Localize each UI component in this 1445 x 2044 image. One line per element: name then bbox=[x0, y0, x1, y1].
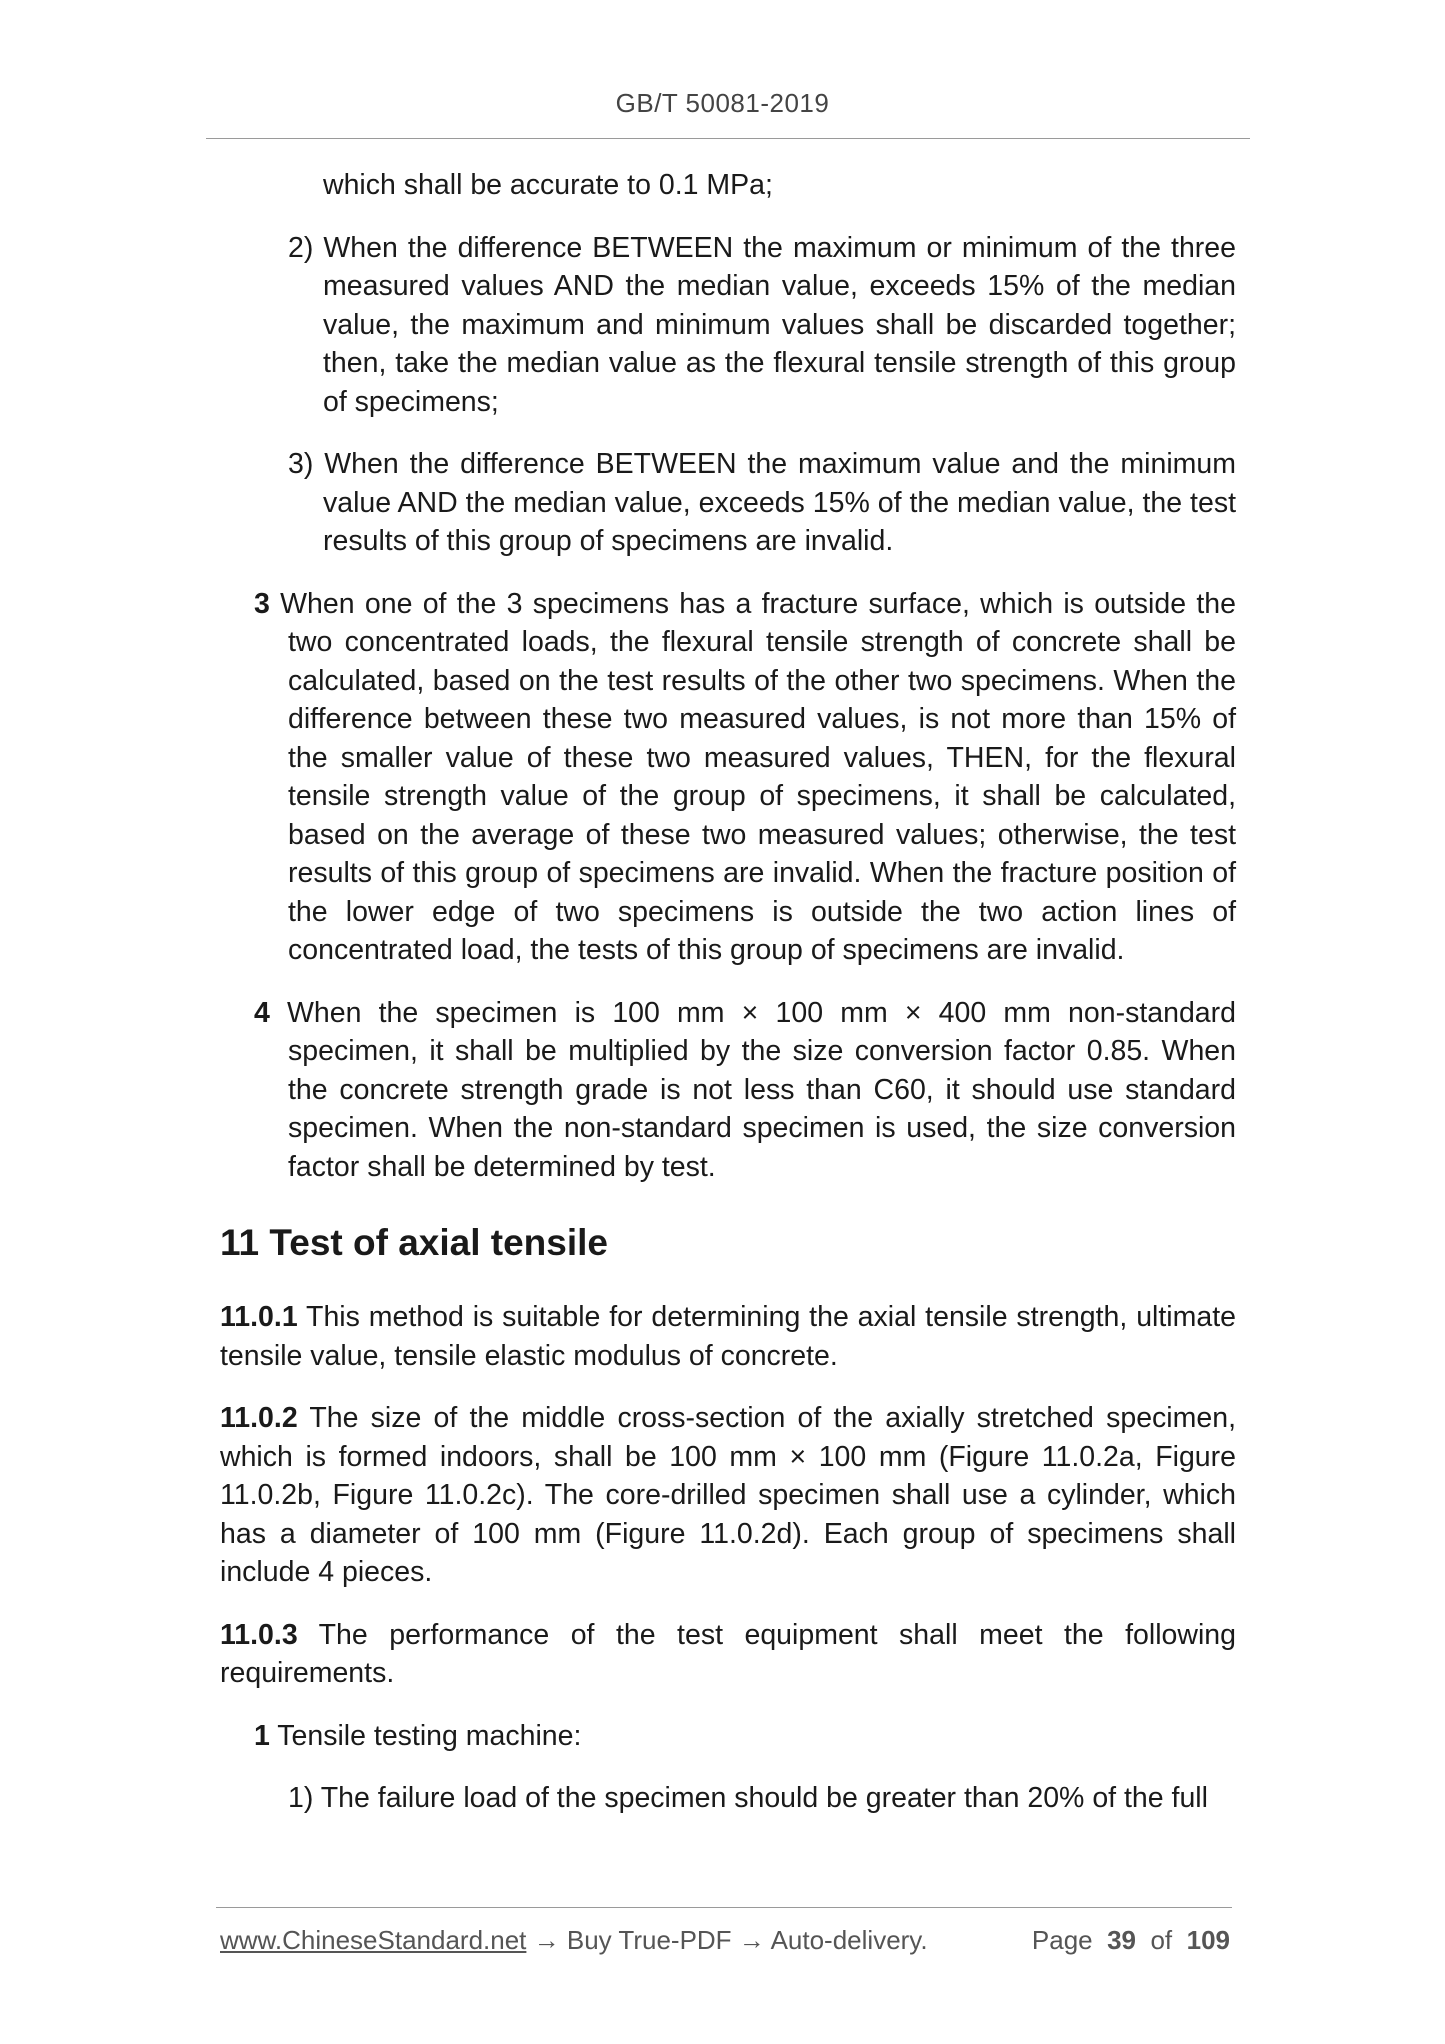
footer-divider bbox=[216, 1907, 1232, 1908]
header-divider bbox=[206, 138, 1250, 139]
clause-11-0-3 bbox=[220, 1616, 1236, 1693]
item-4 bbox=[220, 994, 1236, 1187]
clause-sub-item-1: 1) The failure load of the specimen should be greater than 20% of the full bbox=[288, 1782, 1208, 1814]
item-number: 1 bbox=[254, 1719, 270, 1752]
section-heading: 11 Test of axial tensile bbox=[220, 1222, 608, 1263]
clause-11-0-1 bbox=[220, 1298, 1236, 1375]
list-item-continuation: which shall be accurate to 0.1 MPa; bbox=[323, 169, 773, 201]
clause-text: The size of the middle cross-section of the axially stretched specimen, which is formed indoors, shall be 100 mm × 100 mm (Figure 11.0.2a, Figure 11.0.2b, Figure 11.0.2c). The core-drilled specimen shall use a cylinder, which has a diameter of 100 mm (Figure 11.0.2d). Each group of specimens shall include 4 pieces. bbox=[220, 1402, 1236, 1588]
page-footer bbox=[220, 1925, 1230, 1956]
of-label: of bbox=[1150, 1925, 1173, 1955]
clause-number: 11.0.2 bbox=[220, 1402, 298, 1434]
item-text: When the specimen is 100 mm × 100 mm × 400 mm non-standard specimen, it shall be multiplied by the size conversion factor 0.85. When the concrete strength grade is not less than C60, it should use standard specimen. When the non-standard specimen is used, the size conversion factor shall be determined by test. bbox=[269, 996, 1236, 1183]
clause-item-1 bbox=[220, 1717, 1236, 1756]
sub-item-3: 3) When the difference BETWEEN the maximum value and the minimum value AND the median value, exceeds 15% of the median value, the test results of this group of specimens are invalid. bbox=[288, 448, 1236, 557]
item-text: When one of the 3 specimens has a fracture surface, which is outside the two concentrated loads, the flexural tensile strength of concrete shall be calculated, based on the test results of the other two specimens. When the difference between these two measured values, is not more than 15% of the smaller value of these two measured values, THEN, for the flexural tensile strength value of the group of specimens, it shall be calculated, based on the average of these two measured values; otherwise, the test results of this group of specimens are invalid. When the fracture position of the lower edge of two specimens is outside the two action lines of concentrated load, the tests of this group of specimens are invalid. bbox=[269, 587, 1236, 966]
item-number: 4 bbox=[254, 996, 270, 1029]
current-page: 39 bbox=[1107, 1925, 1137, 1955]
clause-11-0-2 bbox=[220, 1399, 1236, 1592]
page-body bbox=[220, 166, 1236, 1818]
page-header: GB/T 50081-2019 bbox=[615, 88, 830, 118]
website-link[interactable]: www.ChineseStandard.net bbox=[220, 1925, 527, 1955]
total-pages: 109 bbox=[1186, 1925, 1230, 1955]
clause-number: 11.0.3 bbox=[220, 1618, 298, 1651]
footer-tagline: → Buy True-PDF → Auto-delivery. bbox=[526, 1925, 928, 1955]
clause-number: 11.0.1 bbox=[220, 1301, 298, 1333]
item-3 bbox=[220, 585, 1236, 970]
page-label: Page bbox=[1031, 1925, 1093, 1955]
clause-text: This method is suitable for determining the axial tensile strength, ultimate tensile value, tensile elastic modulus of concrete. bbox=[220, 1301, 1236, 1372]
page-number bbox=[1032, 1925, 1230, 1956]
item-text: Tensile testing machine: bbox=[269, 1719, 582, 1752]
sub-item-2: 2) When the difference BETWEEN the maximum or minimum of the three measured values AND the median value, exceeds 15% of the median value, the maximum and minimum values shall be discarded together; then, take the median value as the flexural tensile strength of this group of specimens; bbox=[288, 231, 1236, 418]
item-number: 3 bbox=[254, 587, 270, 620]
clause-text: The performance of the test equipment shall meet the following requirements. bbox=[220, 1618, 1236, 1689]
